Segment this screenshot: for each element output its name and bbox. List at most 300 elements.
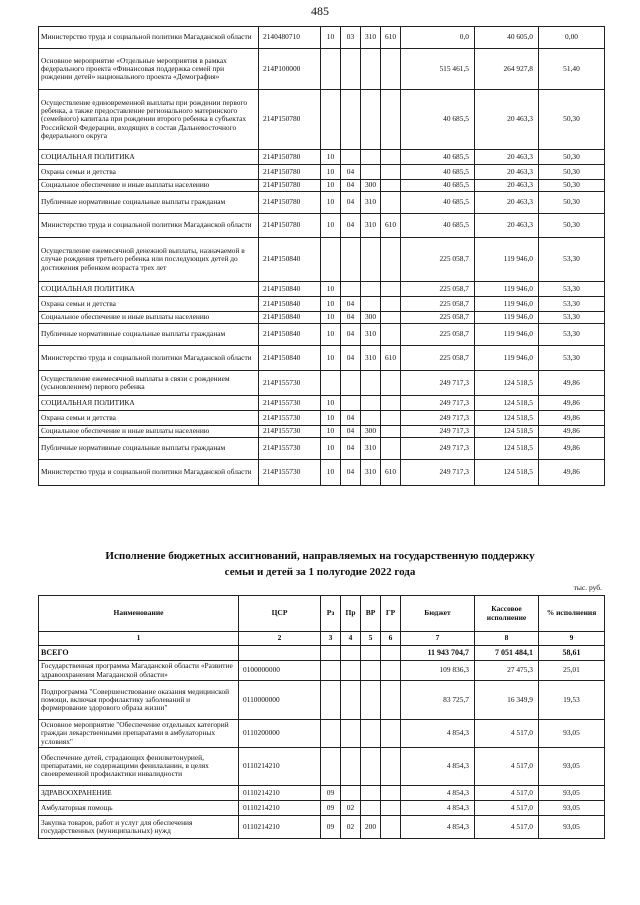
cell-name: Социальное обеспечение и иные выплаты населению: [39, 312, 259, 324]
cell-cash: 119 946,0: [475, 324, 539, 346]
cell-csr: 214P150840: [259, 312, 321, 324]
cell-vr: [361, 297, 381, 312]
table-row: [39, 800, 605, 815]
index-cell: 9: [539, 632, 605, 646]
cell-budget: 40 685,5: [401, 90, 475, 150]
cell-pr: [341, 282, 361, 297]
cell-name: СОЦИАЛЬНАЯ ПОЛИТИКА: [39, 150, 259, 165]
cell-vr: [361, 720, 381, 748]
cell-budget: 515 461,5: [401, 49, 475, 90]
cell-name: ЗДРАВООХРАНЕНИЕ: [39, 785, 239, 800]
cell-pr: [341, 681, 361, 720]
cell-name: Государственная программа Магаданской области «Развитие здравоохранения Магаданской области»: [39, 661, 239, 681]
header-name: Наименование: [39, 596, 239, 632]
table-row: [39, 396, 605, 411]
cell-pct: 19,53: [539, 681, 605, 720]
cell-budget: 249 717,3: [401, 460, 475, 486]
cell-csr: 214P155730: [259, 426, 321, 438]
cell-csr: 0110200000: [239, 720, 321, 748]
cell-pct: 50,30: [539, 165, 605, 180]
cell-name: Закупка товаров, работ и услуг для обеспечения государственных (муниципальных) нужд: [39, 815, 239, 838]
table-row: [39, 214, 605, 238]
cell-gr: [381, 282, 401, 297]
cell-gr: [381, 165, 401, 180]
cell-gr: [381, 297, 401, 312]
cell-pct: 51,40: [539, 49, 605, 90]
cell-name: Министерство труда и социальной политики Магаданской области: [39, 27, 259, 49]
header-csr: ЦСР: [239, 596, 321, 632]
cell-csr: 214P150840: [259, 346, 321, 371]
cell-vr: [361, 396, 381, 411]
cell-pct: 53,30: [539, 324, 605, 346]
cell-gr: [381, 238, 401, 282]
cell-gr: 610: [381, 27, 401, 49]
cell-rz: 10: [321, 460, 341, 486]
cell-vr: 310: [361, 460, 381, 486]
cell-name: Подпрограмма "Совершенствование оказания медицинской помощи, включая профилактику заболеваний и формирование здорового образа жизни": [39, 681, 239, 720]
cell-pr: [341, 150, 361, 165]
cell-rz: 10: [321, 192, 341, 214]
cell-rz: 10: [321, 297, 341, 312]
cell-pr: [341, 49, 361, 90]
section-title-line2: семьи и детей за 1 полугодие 2022 года: [224, 565, 416, 578]
cell-name: Осуществление ежемесячной выплаты в связи с рождением (усыновлением) первого ребенка: [39, 371, 259, 396]
cell-pr: [341, 720, 361, 748]
header-pct: % исполнения: [539, 596, 605, 632]
cell-cash: 20 463,3: [475, 90, 539, 150]
header-pr: Пр: [341, 596, 361, 632]
cell-budget: 109 836,3: [401, 661, 475, 681]
cell-pct: 49,86: [539, 438, 605, 460]
cell-pr: [341, 396, 361, 411]
table-row: [39, 49, 605, 90]
cell-csr: 0110214210: [239, 785, 321, 800]
cell-rz: [321, 238, 341, 282]
cell-vr: 310: [361, 324, 381, 346]
table-row: [39, 681, 605, 720]
cell-gr: [381, 815, 401, 838]
cell-gr: [381, 312, 401, 324]
cell-name: СОЦИАЛЬНАЯ ПОЛИТИКА: [39, 396, 259, 411]
total-label: ВСЕГО: [39, 646, 239, 661]
table-row: [39, 411, 605, 426]
cell-cash: 4 517,0: [475, 785, 539, 800]
cell-name: Амбулаторная помощь: [39, 800, 239, 815]
cell-rz: [321, 747, 341, 785]
cell-pct: 49,86: [539, 411, 605, 426]
cell-budget: 249 717,3: [401, 438, 475, 460]
cell-pct: 53,30: [539, 282, 605, 297]
cell-cash: 119 946,0: [475, 282, 539, 297]
index-cell: 2: [239, 632, 321, 646]
cell-name: СОЦИАЛЬНАЯ ПОЛИТИКА: [39, 282, 259, 297]
cell-cash: 4 517,0: [475, 720, 539, 748]
cell-vr: [361, 411, 381, 426]
cell-budget: 249 717,3: [401, 396, 475, 411]
cell-pr: 02: [341, 800, 361, 815]
header-gr: ГР: [381, 596, 401, 632]
cell-gr: 610: [381, 214, 401, 238]
cell-pr: [341, 238, 361, 282]
cell-pr: [341, 90, 361, 150]
cell-budget: 249 717,3: [401, 426, 475, 438]
cell-pr: 04: [341, 180, 361, 192]
cell-cash: 124 518,5: [475, 426, 539, 438]
cell-pr: 04: [341, 214, 361, 238]
cell-budget: 249 717,3: [401, 371, 475, 396]
cell-pr: [341, 785, 361, 800]
cell-gr: [381, 411, 401, 426]
table-row: [39, 371, 605, 396]
cell-gr: [381, 785, 401, 800]
cell-gr: [381, 747, 401, 785]
cell-budget: 225 058,7: [401, 324, 475, 346]
table-row: [39, 238, 605, 282]
table-row: [39, 426, 605, 438]
cell-pr: 02: [341, 815, 361, 838]
table-row: [39, 27, 605, 49]
table-row: [39, 297, 605, 312]
cell-gr: [381, 192, 401, 214]
cell-pct: 49,86: [539, 426, 605, 438]
cell-cash: 124 518,5: [475, 438, 539, 460]
cell-budget: 40 685,5: [401, 214, 475, 238]
cell-name: Охрана семьи и детства: [39, 411, 259, 426]
cell-name: Социальное обеспечение и иные выплаты населению: [39, 426, 259, 438]
table-row: [39, 312, 605, 324]
cell-rz: 10: [321, 214, 341, 238]
cell-gr: 610: [381, 460, 401, 486]
table-row: [39, 720, 605, 748]
cell-pct: 50,30: [539, 192, 605, 214]
cell-vr: 310: [361, 192, 381, 214]
cell-cash: 27 475,3: [475, 661, 539, 681]
cell-cash: 119 946,0: [475, 297, 539, 312]
table-row: [39, 785, 605, 800]
cell-pct: 50,30: [539, 90, 605, 150]
total-budget: 11 943 704,7: [401, 646, 475, 661]
cell-rz: 10: [321, 396, 341, 411]
cell-cash: 4 517,0: [475, 815, 539, 838]
cell-rz: 09: [321, 815, 341, 838]
header-vr: ВР: [361, 596, 381, 632]
cell-rz: 10: [321, 346, 341, 371]
cell-vr: [361, 282, 381, 297]
units-label: тыс. руб.: [573, 583, 602, 592]
cell-rz: 10: [321, 312, 341, 324]
cell-pct: 25,01: [539, 661, 605, 681]
cell-name: Министерство труда и социальной политики Магаданской области: [39, 460, 259, 486]
cell-pct: 53,30: [539, 346, 605, 371]
cell-gr: [381, 800, 401, 815]
cell-name: Осуществление единовременной выплаты при рождении первого ребенка, а также предоставление регионального материнского (семейного) капитала при рождении второго ребенка в субъектах Российской Федерации, входящих в состав Дальневосточного федерального округа: [39, 90, 259, 150]
cell-pr: 04: [341, 312, 361, 324]
cell-vr: [361, 800, 381, 815]
cell-rz: 10: [321, 411, 341, 426]
table-row: [39, 180, 605, 192]
cell-rz: 10: [321, 426, 341, 438]
cell-pr: 04: [341, 438, 361, 460]
cell-budget: 83 725,7: [401, 681, 475, 720]
cell-rz: [321, 681, 341, 720]
cell-cash: 124 518,5: [475, 460, 539, 486]
table-row: [39, 815, 605, 838]
index-cell: 4: [341, 632, 361, 646]
cell-pr: 04: [341, 192, 361, 214]
cell-cash: 124 518,5: [475, 411, 539, 426]
cell-gr: [381, 720, 401, 748]
cell-vr: 300: [361, 312, 381, 324]
cell-cash: 20 463,3: [475, 214, 539, 238]
table-row: [39, 165, 605, 180]
cell-pr: [341, 661, 361, 681]
cell-pct: 93,05: [539, 785, 605, 800]
cell-name: Охрана семьи и детства: [39, 297, 259, 312]
cell-vr: 310: [361, 438, 381, 460]
cell-rz: 10: [321, 27, 341, 49]
cell-csr: 214P150780: [259, 180, 321, 192]
cell-csr: 214P150780: [259, 214, 321, 238]
cell-cash: 16 349,9: [475, 681, 539, 720]
cell-gr: [381, 661, 401, 681]
cell-cash: 264 927,8: [475, 49, 539, 90]
cell-gr: [381, 681, 401, 720]
cell-pct: 50,30: [539, 150, 605, 165]
cell-pr: [341, 371, 361, 396]
table-row: [39, 282, 605, 297]
cell-pr: 04: [341, 426, 361, 438]
cell-vr: 310: [361, 346, 381, 371]
table-header-row: [39, 596, 605, 632]
cell-vr: [361, 49, 381, 90]
cell-vr: [361, 90, 381, 150]
cell-budget: 4 854,3: [401, 747, 475, 785]
top-budget-table: [38, 26, 605, 486]
cell-cash: 4 517,0: [475, 747, 539, 785]
cell-cash: 20 463,3: [475, 150, 539, 165]
index-cell: 7: [401, 632, 475, 646]
cell-vr: 300: [361, 180, 381, 192]
cell-rz: [321, 49, 341, 90]
cell-csr: 214P100000: [259, 49, 321, 90]
cell-budget: 40 685,5: [401, 192, 475, 214]
table-row: [39, 460, 605, 486]
cell-rz: 09: [321, 785, 341, 800]
cell-rz: [321, 720, 341, 748]
column-index-row: [39, 632, 605, 646]
cell-pct: 49,86: [539, 396, 605, 411]
cell-cash: 119 946,0: [475, 238, 539, 282]
cell-rz: [321, 661, 341, 681]
section-title-line1: Исполнение бюджетных ассигнований, направляемых на государственную поддержку: [105, 550, 535, 562]
cell-csr: 214P155730: [259, 411, 321, 426]
index-cell: 8: [475, 632, 539, 646]
cell-pct: 50,30: [539, 180, 605, 192]
cell-pr: 04: [341, 346, 361, 371]
cell-vr: [361, 661, 381, 681]
cell-name: Осуществление ежемесячной денежной выплаты, назначаемой в случае рождения третьего ребенка или последующих детей до достижения ребенком возраста трех лет: [39, 238, 259, 282]
cell-name: Министерство труда и социальной политики Магаданской области: [39, 214, 259, 238]
cell-gr: [381, 90, 401, 150]
cell-rz: 10: [321, 282, 341, 297]
cell-csr: 0110000000: [239, 681, 321, 720]
cell-cash: 20 463,3: [475, 165, 539, 180]
table-row: [39, 661, 605, 681]
cell-gr: [381, 371, 401, 396]
total-pct: 58,61: [539, 646, 605, 661]
cell-name: Основное мероприятие "Обеспечение отдельных категорий граждан лекарственными препаратами в амбулаторных условиях": [39, 720, 239, 748]
cell-csr: 214P150840: [259, 238, 321, 282]
cell-rz: [321, 90, 341, 150]
cell-budget: 4 854,3: [401, 800, 475, 815]
table-row: [39, 438, 605, 460]
cell-cash: 4 517,0: [475, 800, 539, 815]
cell-csr: 214P150780: [259, 165, 321, 180]
cell-pct: 93,05: [539, 747, 605, 785]
cell-csr: 214P150780: [259, 150, 321, 165]
cell-csr: 214P155730: [259, 371, 321, 396]
cell-budget: 249 717,3: [401, 411, 475, 426]
cell-name: Публичные нормативные социальные выплаты гражданам: [39, 324, 259, 346]
cell-pct: 93,05: [539, 815, 605, 838]
cell-vr: 310: [361, 214, 381, 238]
cell-pct: 53,30: [539, 297, 605, 312]
cell-cash: 119 946,0: [475, 346, 539, 371]
cell-csr: 214P150840: [259, 297, 321, 312]
cell-gr: [381, 150, 401, 165]
cell-budget: 225 058,7: [401, 297, 475, 312]
header-rz: Рз: [321, 596, 341, 632]
cell-budget: 4 854,3: [401, 815, 475, 838]
table-row: [39, 324, 605, 346]
cell-pr: 04: [341, 411, 361, 426]
index-cell: 1: [39, 632, 239, 646]
cell-vr: [361, 238, 381, 282]
cell-cash: 40 605,0: [475, 27, 539, 49]
table-row: [39, 192, 605, 214]
cell-pr: [341, 747, 361, 785]
cell-gr: [381, 396, 401, 411]
cell-csr: 214P150840: [259, 324, 321, 346]
cell-pct: 0,00: [539, 27, 605, 49]
header-budget: Бюджет: [401, 596, 475, 632]
cell-cash: 20 463,3: [475, 180, 539, 192]
cell-budget: 40 685,5: [401, 180, 475, 192]
total-row: [39, 646, 605, 661]
cell-vr: [361, 165, 381, 180]
cell-vr: [361, 785, 381, 800]
index-cell: 6: [381, 632, 401, 646]
cell-budget: 225 058,7: [401, 282, 475, 297]
cell-gr: [381, 426, 401, 438]
cell-budget: 40 685,5: [401, 150, 475, 165]
cell-pct: 49,86: [539, 460, 605, 486]
cell-name: Охрана семьи и детства: [39, 165, 259, 180]
cell-csr: 214P150780: [259, 192, 321, 214]
cell-rz: 10: [321, 150, 341, 165]
cell-rz: 10: [321, 180, 341, 192]
cell-pct: 93,05: [539, 800, 605, 815]
cell-pr: 04: [341, 460, 361, 486]
cell-pct: 93,05: [539, 720, 605, 748]
index-cell: 5: [361, 632, 381, 646]
cell-rz: 10: [321, 324, 341, 346]
table-row: [39, 150, 605, 165]
cell-budget: 40 685,5: [401, 165, 475, 180]
cell-gr: [381, 180, 401, 192]
cell-name: Публичные нормативные социальные выплаты гражданам: [39, 438, 259, 460]
cell-name: Основное мероприятие «Отдельные мероприятия в рамках федерального проекта «Финансовая поддержка семей при рождении детей» национального проекта «Демография»: [39, 49, 259, 90]
table-row: [39, 90, 605, 150]
cell-budget: 225 058,7: [401, 312, 475, 324]
cell-pct: 53,30: [539, 238, 605, 282]
cell-gr: 610: [381, 346, 401, 371]
section-title: [0, 549, 640, 581]
cell-rz: 10: [321, 165, 341, 180]
cell-vr: 200: [361, 815, 381, 838]
cell-name: Обеспечение детей, страдающих фенилкетонурией, препаратами, не содержащими фенилаланин, в целях своевременной профилактики инвалидности: [39, 747, 239, 785]
cell-budget: 225 058,7: [401, 346, 475, 371]
cell-cash: 124 518,5: [475, 371, 539, 396]
cell-vr: [361, 150, 381, 165]
index-cell: 3: [321, 632, 341, 646]
total-cash: 7 051 484,1: [475, 646, 539, 661]
cell-csr: 214P150840: [259, 282, 321, 297]
cell-cash: 20 463,3: [475, 192, 539, 214]
cell-pct: 50,30: [539, 214, 605, 238]
cell-csr: 2140480710: [259, 27, 321, 49]
cell-rz: 10: [321, 438, 341, 460]
cell-csr: 0110214210: [239, 815, 321, 838]
cell-budget: 225 058,7: [401, 238, 475, 282]
cell-budget: 0,0: [401, 27, 475, 49]
cell-budget: 4 854,3: [401, 720, 475, 748]
cell-cash: 119 946,0: [475, 312, 539, 324]
cell-vr: [361, 681, 381, 720]
cell-csr: 0110214210: [239, 800, 321, 815]
cell-vr: 310: [361, 27, 381, 49]
cell-csr: 0110214210: [239, 747, 321, 785]
cell-cash: 124 518,5: [475, 396, 539, 411]
cell-csr: 0100000000: [239, 661, 321, 681]
cell-csr: 214P155730: [259, 396, 321, 411]
cell-budget: 4 854,3: [401, 785, 475, 800]
cell-gr: [381, 438, 401, 460]
cell-pr: 04: [341, 297, 361, 312]
cell-name: Министерство труда и социальной политики Магаданской области: [39, 346, 259, 371]
cell-csr: 214P155730: [259, 438, 321, 460]
table-row: [39, 747, 605, 785]
cell-rz: [321, 371, 341, 396]
bottom-budget-table: [38, 595, 605, 839]
cell-pct: 53,30: [539, 312, 605, 324]
cell-vr: [361, 747, 381, 785]
cell-pr: 04: [341, 165, 361, 180]
header-cash: Кассовое исполнение: [475, 596, 539, 632]
cell-gr: [381, 324, 401, 346]
cell-name: Публичные нормативные социальные выплаты гражданам: [39, 192, 259, 214]
cell-csr: 214P150780: [259, 90, 321, 150]
cell-vr: [361, 371, 381, 396]
table-row: [39, 346, 605, 371]
cell-vr: 300: [361, 426, 381, 438]
cell-rz: 09: [321, 800, 341, 815]
cell-name: Социальное обеспечение и иные выплаты населению: [39, 180, 259, 192]
cell-pct: 49,86: [539, 371, 605, 396]
cell-gr: [381, 49, 401, 90]
cell-pr: 04: [341, 324, 361, 346]
cell-csr: 214P155730: [259, 460, 321, 486]
